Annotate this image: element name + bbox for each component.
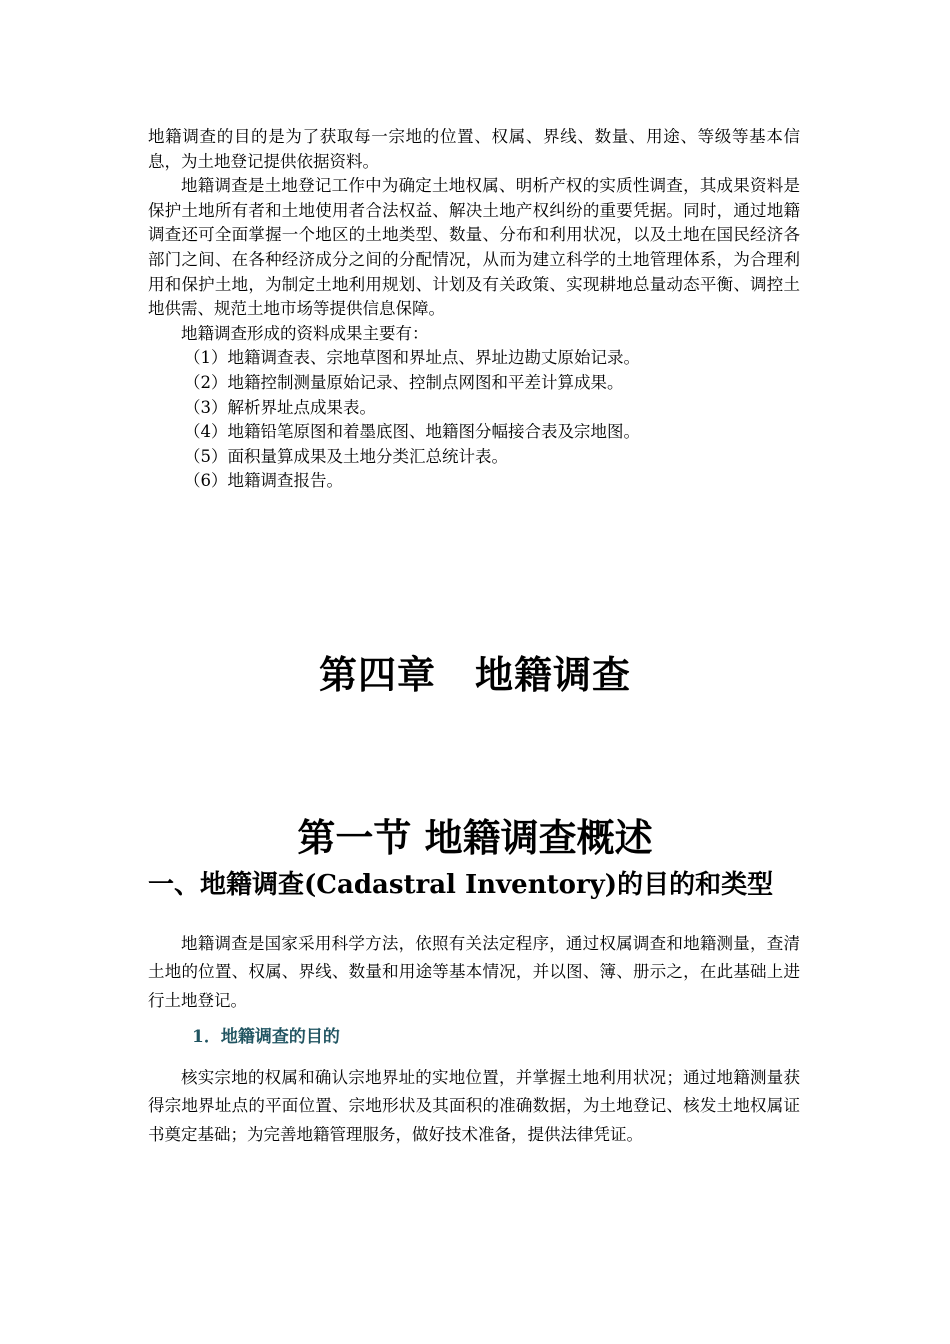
chapter-title: 第四章 地籍调查 xyxy=(318,652,631,697)
intro-paragraph-2: 地籍调查是土地登记工作中为确定土地权属、明析产权的实质性调查，其成果资料是保护土地所有者和土地使用者合法权益、解决土地产权纠纷的重要凭据。同时，通过地籍调查还可全面掌握一个地区的土地类型、数量、分布和利用状况，以及土地在国民经济各部门之间、在各种经济成分之间的分配情况，从而为建立科学的土地管理体系，为合理利用和保护土地，为制定土地利用规划、计划及有关政策、实现耕地总量动态平衡、调控土地供需、规范土地市场等提供信息保障。 xyxy=(148,176,800,319)
purpose-text-block xyxy=(148,1064,800,1149)
list-item: （5）面积量算成果及土地分类汇总统计表。 xyxy=(184,446,508,466)
section-title: 第一节 地籍调查概述 xyxy=(297,815,653,860)
definition-paragraph: 地籍调查是国家采用科学方法，依照有关法定程序，通过权属调查和地籍测量，查清土地的位置、权属、界线、数量和用途等基本情况，并以图、簿、册示之，在此基础上进行土地登记。 xyxy=(148,934,800,1010)
purpose-paragraph: 核实宗地的权属和确认宗地界址的实地位置，并掌握土地利用状况；通过地籍测量获得宗地界址点的平面位置、宗地形状及其面积的准确数据，为土地登记、核发土地权属证书奠定基础；为完善地籍管理服务，做好技术准备，提供法律凭证。 xyxy=(148,1068,800,1144)
list-item: （2）地籍控制测量原始记录、控制点网图和平差计算成果。 xyxy=(184,372,624,392)
subsection-title: 一、地籍调查(Cadastral Inventory)的目的和类型 xyxy=(148,870,774,900)
list-item: （1）地籍调查表、宗地草图和界址点、界址边勘丈原始记录。 xyxy=(184,348,640,368)
purpose-heading: 1．地籍调查的目的 xyxy=(192,1027,340,1047)
list-item: （6）地籍调查报告。 xyxy=(184,471,343,491)
intro-text-block xyxy=(148,125,800,494)
intro-paragraph-1: 地籍调查的目的是为了获取每一宗地的位置、权属、界线、数量、用途、等级等基本信息，为土地登记提供依据资料。 xyxy=(148,127,800,171)
definition-text-block xyxy=(148,930,800,1015)
list-item: （3）解析界址点成果表。 xyxy=(184,397,376,417)
intro-paragraph-3: 地籍调查形成的资料成果主要有： xyxy=(181,323,429,343)
list-item: （4）地籍铅笔原图和着墨底图、地籍图分幅接合表及宗地图。 xyxy=(184,422,640,442)
